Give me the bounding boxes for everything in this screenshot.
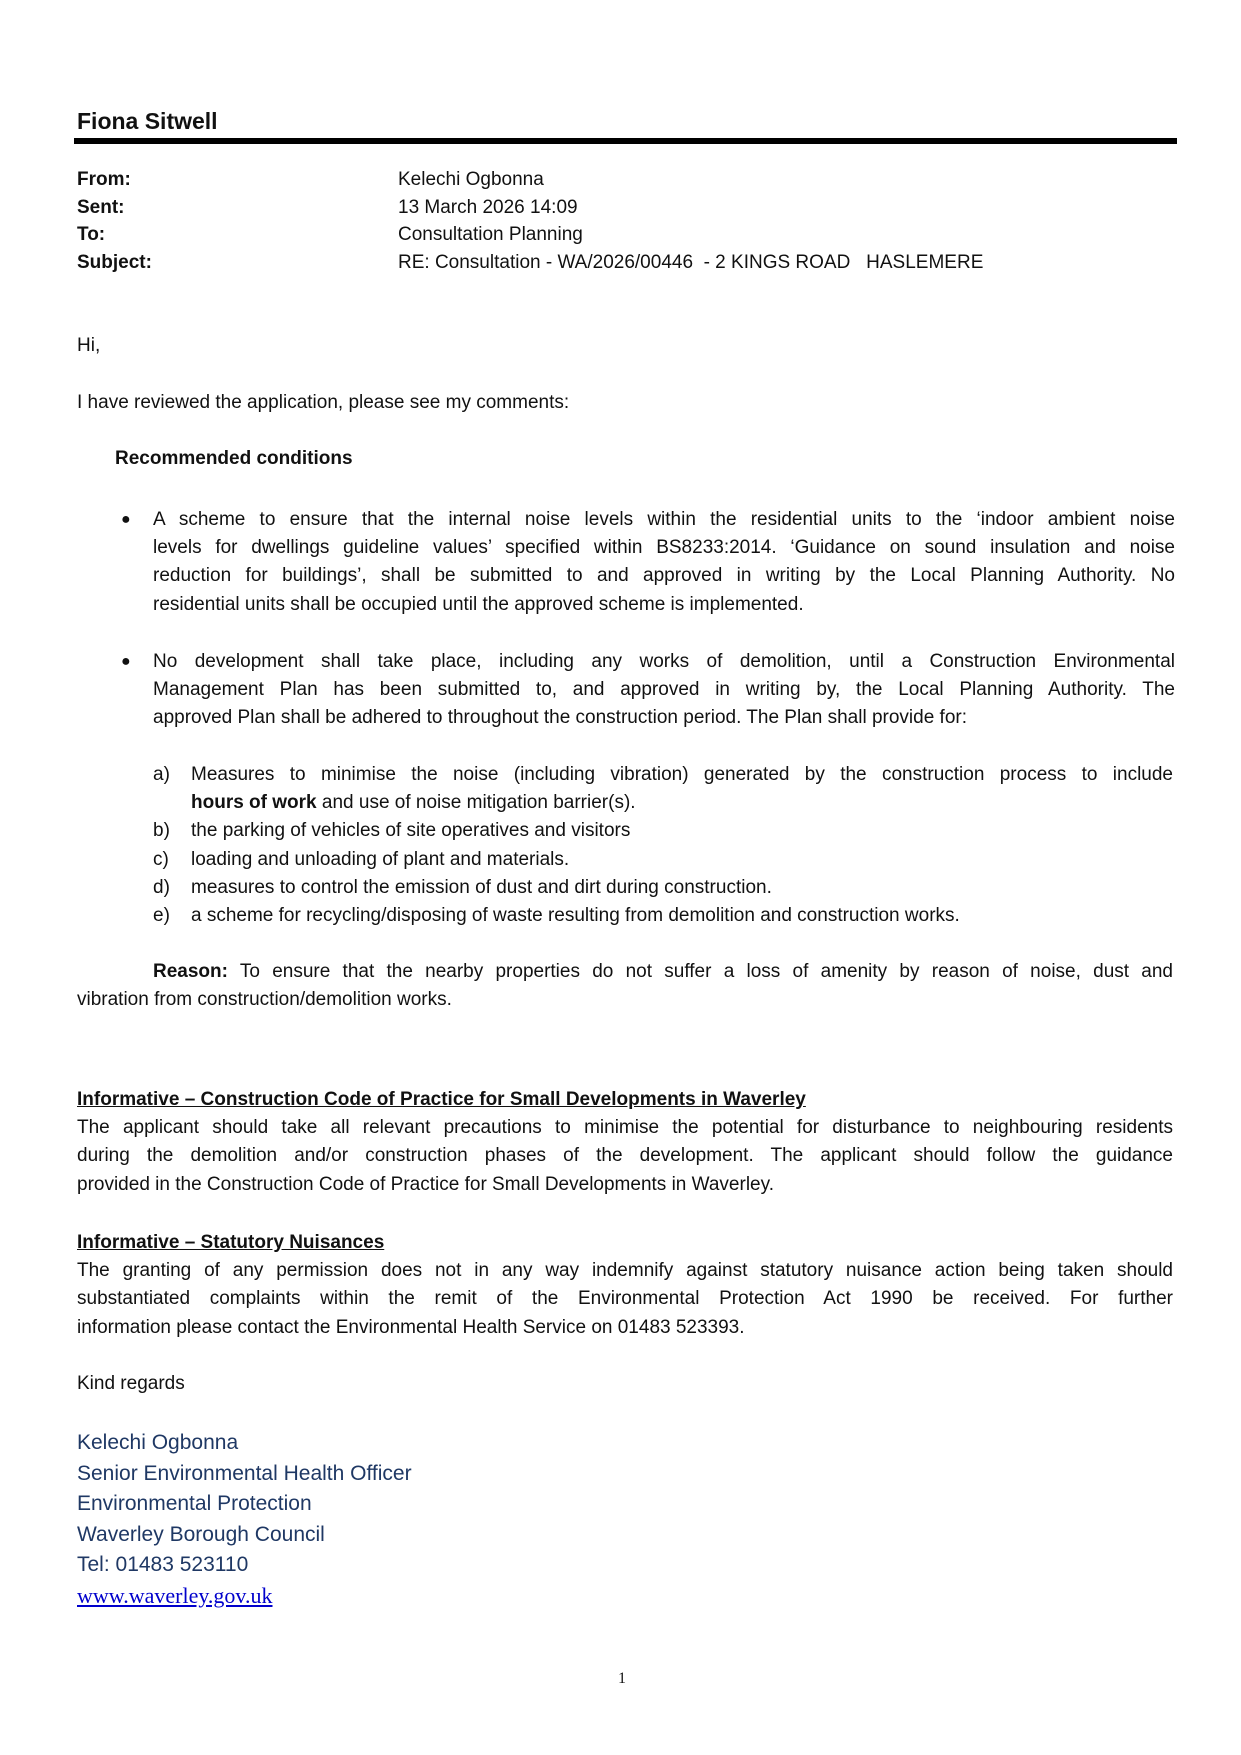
- reason-paragraph: [77, 958, 1173, 1014]
- header-rule: [74, 138, 1177, 144]
- subject-label: Subject:: [77, 251, 152, 273]
- condition-bullet-noise: [121, 506, 1175, 619]
- text-line: approved Plan shall be adhered to throughout the construction period. The Plan shall provide for:: [153, 707, 968, 729]
- website-link[interactable]: www.waverley.gov.uk: [77, 1582, 273, 1608]
- condition-bullet-cemp: [121, 648, 1175, 733]
- text-line: provided in the Construction Code of Practice for Small Developments in Waverley.: [77, 1173, 774, 1195]
- signature-block: [77, 1428, 412, 1612]
- to-label: To:: [77, 224, 106, 245]
- text-line: information please contact the Environmental Health Service on 01483 523393.: [77, 1316, 745, 1338]
- subject-value: RE: Consultation - WA/2026/00446 - 2 KINGS ROAD HASLEMERE: [398, 251, 984, 273]
- signature-department: Environmental Protection: [77, 1492, 312, 1515]
- plan-items-list: [153, 761, 1173, 930]
- plan-item-e: [153, 902, 1173, 930]
- item-letter: a): [153, 764, 170, 785]
- item-letter: e): [153, 904, 170, 926]
- plan-item-b: [153, 817, 1173, 845]
- page-number: 1: [618, 1670, 626, 1687]
- sent-label: Sent:: [77, 196, 125, 218]
- item-text: a scheme for recycling/disposing of waste resulting from demolition and construction works.: [191, 904, 960, 926]
- signature-role: Senior Environmental Health Officer: [77, 1461, 412, 1485]
- text-line: The applicant should take all relevant precautions to minimise the potential for disturbance to neighbouring residents: [77, 1117, 1173, 1139]
- signature-name: Kelechi Ogbonna: [77, 1431, 239, 1454]
- informative-nuisances: [77, 1229, 1173, 1342]
- bullet-icon: ●: [121, 653, 131, 670]
- signoff: Kind regards: [77, 1373, 185, 1394]
- informative-construction: [77, 1086, 1173, 1199]
- item-letter: d): [153, 876, 170, 898]
- informative-heading: Informative – Statutory Nuisances: [77, 1232, 385, 1253]
- text-line: The granting of any permission does not in any way indemnify against statutory nuisance action being taken should: [77, 1260, 1173, 1282]
- text-line: residential units shall be occupied until the approved scheme is implemented.: [153, 593, 804, 615]
- informative-heading: Informative – Construction Code of Practice for Small Developments in Waverley: [77, 1089, 806, 1110]
- text-line: Management Plan has been submitted to, and approved in writing by, the Local Planning Authority. The: [153, 679, 1175, 701]
- item-letter: c): [153, 848, 169, 870]
- item-text: loading and unloading of plant and materials.: [191, 848, 570, 870]
- intro-text: I have reviewed the application, please see my comments:: [77, 392, 570, 413]
- item-text: the parking of vehicles of site operatives and visitors: [191, 820, 631, 842]
- text-line: substantiated complaints within the remit of the Environmental Protection Act 1990 be received. For further: [77, 1288, 1173, 1310]
- sent-value: 13 March 2026 14:09: [398, 196, 578, 218]
- reason-text: vibration from construction/demolition works.: [77, 989, 452, 1011]
- plan-item-a: [153, 761, 1173, 817]
- item-letter: b): [153, 820, 170, 842]
- signature-phone: Tel: 01483 523110: [77, 1553, 249, 1576]
- reason-text: To ensure that the nearby properties do not suffer a loss of amenity by reason of noise, dust and: [227, 961, 1173, 982]
- greeting: Hi,: [77, 335, 101, 356]
- text-line: during the demolition and/or construction phases of the development. The applicant should follow the guidance: [77, 1145, 1173, 1167]
- text-line: A scheme to ensure that the internal noise levels within the residential units to the ‘indoor ambient noise: [153, 509, 1175, 530]
- item-text: Measures to minimise the noise (including vibration) generated by the construction process to include: [191, 764, 1173, 785]
- reason-label: Reason:: [153, 961, 228, 982]
- mailbox-owner-name: Fiona Sitwell: [77, 108, 218, 134]
- plan-item-c: [153, 846, 1173, 874]
- from-label: From:: [77, 169, 131, 190]
- text-line: reduction for buildings’, shall be submitted to and approved in writing by the Local Planning Authority. No: [153, 565, 1175, 587]
- bullet-icon: ●: [121, 511, 131, 528]
- conditions-heading: Recommended conditions: [115, 448, 353, 469]
- to-value: Consultation Planning: [398, 224, 583, 245]
- from-value: Kelechi Ogbonna: [398, 169, 544, 190]
- text-line: levels for dwellings guideline values’ specified within BS8233:2014. ‘Guidance on sound insulation and noise: [153, 537, 1175, 559]
- text-line: No development shall take place, including any works of demolition, until a Construction Environmental: [153, 651, 1175, 672]
- signature-organisation: Waverley Borough Council: [77, 1522, 325, 1546]
- item-text: measures to control the emission of dust and dirt during construction.: [191, 876, 772, 898]
- plan-item-d: [153, 874, 1173, 902]
- item-text-bold: hours of work: [191, 792, 317, 814]
- item-text: and use of noise mitigation barrier(s).: [316, 792, 636, 814]
